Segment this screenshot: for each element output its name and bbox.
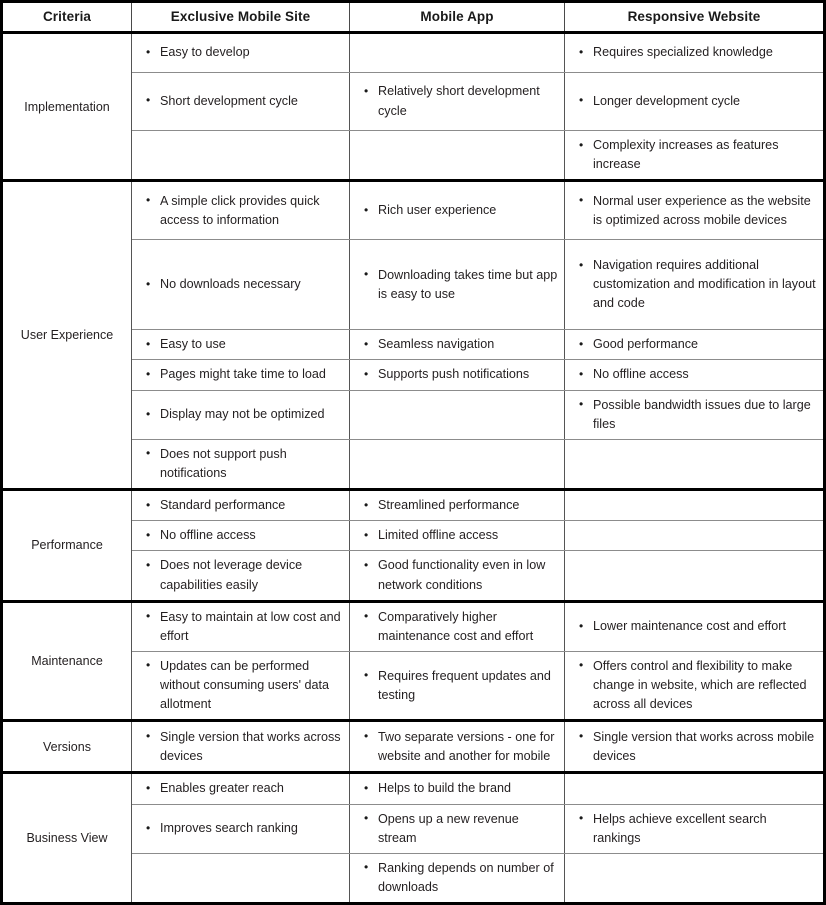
bullet-item: • Does not leverage device capabilities easily [146,556,343,594]
bullet-item: • Easy to use [146,335,343,354]
bullet-item: • Requires frequent updates and testing [364,667,558,705]
bullet-item: • Normal user experience as the website is optimized across mobile devices [579,192,817,230]
bullet-item: • Comparatively higher maintenance cost and effort [364,608,558,646]
bullet-item: • Offers control and flexibility to make change in website, which are reflected across all devices [579,657,817,714]
bullet-list [350,261,564,309]
cell-exclusive-mobile-site [132,490,350,521]
cell-exclusive-mobile-site [132,601,350,651]
bullet-list [350,330,564,359]
bullet-item: • Longer development cycle [579,92,817,111]
table-row [2,181,825,240]
bullet-list [565,330,823,359]
bullet-item: • Supports push notifications [364,365,558,384]
bullet-list [132,521,349,550]
criteria-label-user-experience: User Experience [2,181,132,490]
bullet-list [132,187,349,235]
bullet-item: • Easy to maintain at low cost and effort [146,608,343,646]
criteria-label-performance: Performance [2,490,132,602]
cell-exclusive-mobile-site [132,330,350,360]
criteria-label-maintenance: Maintenance [2,601,132,721]
cell-exclusive-mobile-site [132,390,350,439]
table-row [2,773,825,804]
cell-exclusive-mobile-site [132,439,350,489]
bullet-list [565,251,823,318]
bullet-item: • Streamlined performance [364,496,558,515]
bullet-list [565,571,823,581]
column-header-criteria: Criteria [2,2,132,33]
cell-responsive-website [565,131,825,181]
cell-responsive-website [565,601,825,651]
bullet-list [132,400,349,429]
criteria-label-versions: Versions [2,721,132,773]
cell-mobile-app [350,330,565,360]
bullet-list [565,531,823,541]
cell-mobile-app [350,240,565,330]
bullet-list [350,150,564,160]
cell-exclusive-mobile-site [132,651,350,720]
bullet-list [132,270,349,299]
bullet-list [565,723,823,771]
bullet-item: • Navigation requires additional customization and modification in layout and code [579,256,817,313]
bullet-list [350,854,564,902]
table-row [2,721,825,773]
bullet-list [132,652,349,719]
bullet-list [132,491,349,520]
bullet-list [565,38,823,67]
cell-mobile-app [350,131,565,181]
bullet-item: • Two separate versions - one for website and another for mobile [364,728,558,766]
bullet-item: • Good performance [579,335,817,354]
bullet-list [350,551,564,599]
header-row [2,2,825,33]
cell-mobile-app [350,773,565,804]
cell-exclusive-mobile-site [132,521,350,551]
bullet-list [350,723,564,771]
bullet-list [565,652,823,719]
cell-responsive-website [565,804,825,853]
cell-responsive-website [565,439,825,489]
cell-responsive-website [565,33,825,73]
cell-exclusive-mobile-site [132,721,350,773]
bullet-item: • No offline access [579,365,817,384]
bullet-list [565,873,823,883]
criteria-label-business-view: Business View [2,773,132,904]
bullet-list [132,551,349,599]
cell-exclusive-mobile-site [132,33,350,73]
bullet-list [350,459,564,469]
bullet-item: • Relatively short development cycle [364,82,558,120]
bullet-item: • Helps to build the brand [364,779,558,798]
cell-mobile-app [350,439,565,489]
cell-exclusive-mobile-site [132,551,350,601]
column-header-responsive-website: Responsive Website [565,2,825,33]
bullet-list [350,491,564,520]
bullet-list [350,410,564,420]
bullet-list [350,774,564,803]
bullet-item: • Lower maintenance cost and effort [579,617,817,636]
cell-responsive-website [565,651,825,720]
cell-mobile-app [350,181,565,240]
bullet-list [132,150,349,160]
bullet-list [132,774,349,803]
bullet-item: • Requires specialized knowledge [579,43,817,62]
bullet-list [350,603,564,651]
bullet-list [132,814,349,843]
table-row [2,33,825,73]
bullet-item: • Standard performance [146,496,343,515]
bullet-list [565,612,823,641]
cell-mobile-app [350,390,565,439]
bullet-item: • Ranking depends on number of downloads [364,859,558,897]
bullet-list [132,723,349,771]
cell-mobile-app [350,721,565,773]
cell-exclusive-mobile-site [132,181,350,240]
bullet-item: • Possible bandwidth issues due to large files [579,396,817,434]
bullet-list [565,459,823,469]
bullet-item: • Complexity increases as features increase [579,136,817,174]
bullet-list [565,87,823,116]
bullet-list [132,603,349,651]
bullet-item: • Display may not be optimized [146,405,343,424]
cell-responsive-website [565,551,825,601]
bullet-item: • Downloading takes time but app is easy to use [364,266,558,304]
table-header [2,2,825,33]
bullet-item: • No downloads necessary [146,275,343,294]
bullet-item: • Rich user experience [364,201,558,220]
cell-responsive-website [565,521,825,551]
cell-responsive-website [565,390,825,439]
bullet-item: • Updates can be performed without consuming users' data allotment [146,657,343,714]
bullet-list [350,662,564,710]
bullet-list [565,360,823,389]
bullet-list [132,360,349,389]
bullet-item: • Helps achieve excellent search rankings [579,810,817,848]
bullet-item: • Single version that works across mobile devices [579,728,817,766]
cell-mobile-app [350,651,565,720]
bullet-item: • Single version that works across devices [146,728,343,766]
cell-mobile-app [350,551,565,601]
bullet-list [565,131,823,179]
cell-responsive-website [565,240,825,330]
bullet-list [132,87,349,116]
bullet-item: • Opens up a new revenue stream [364,810,558,848]
bullet-list [350,360,564,389]
bullet-item: • Improves search ranking [146,819,343,838]
criteria-label-implementation: Implementation [2,33,132,181]
cell-responsive-website [565,490,825,521]
bullet-list [350,805,564,853]
cell-exclusive-mobile-site [132,360,350,390]
bullet-item: • A simple click provides quick access to information [146,192,343,230]
bullet-item: • No offline access [146,526,343,545]
cell-mobile-app [350,33,565,73]
table-body [2,33,825,904]
cell-mobile-app [350,804,565,853]
cell-responsive-website [565,73,825,131]
cell-responsive-website [565,773,825,804]
cell-responsive-website [565,330,825,360]
table-row [2,601,825,651]
cell-mobile-app [350,360,565,390]
bullet-list [350,196,564,225]
bullet-list [565,805,823,853]
bullet-list [565,187,823,235]
bullet-list [350,48,564,58]
cell-exclusive-mobile-site [132,773,350,804]
cell-mobile-app [350,521,565,551]
bullet-item: • Does not support push notifications [146,445,343,483]
bullet-list [132,440,349,488]
cell-exclusive-mobile-site [132,804,350,853]
cell-responsive-website [565,721,825,773]
bullet-item: • Seamless navigation [364,335,558,354]
cell-exclusive-mobile-site [132,240,350,330]
bullet-list [565,501,823,511]
bullet-list [132,330,349,359]
bullet-list [132,873,349,883]
bullet-list [132,38,349,67]
bullet-list [565,784,823,794]
cell-responsive-website [565,181,825,240]
cell-mobile-app [350,853,565,903]
cell-responsive-website [565,853,825,903]
bullet-list [350,521,564,550]
cell-exclusive-mobile-site [132,853,350,903]
bullet-item: • Short development cycle [146,92,343,111]
bullet-list [350,77,564,125]
table-row [2,490,825,521]
bullet-item: • Limited offline access [364,526,558,545]
bullet-item: • Good functionality even in low network conditions [364,556,558,594]
cell-mobile-app [350,490,565,521]
cell-responsive-website [565,360,825,390]
bullet-item: • Easy to develop [146,43,343,62]
bullet-item: • Pages might take time to load [146,365,343,384]
column-header-exclusive-mobile-site: Exclusive Mobile Site [132,2,350,33]
bullet-item: • Enables greater reach [146,779,343,798]
cell-mobile-app [350,73,565,131]
cell-exclusive-mobile-site [132,131,350,181]
cell-mobile-app [350,601,565,651]
column-header-mobile-app: Mobile App [350,2,565,33]
cell-exclusive-mobile-site [132,73,350,131]
bullet-list [565,391,823,439]
